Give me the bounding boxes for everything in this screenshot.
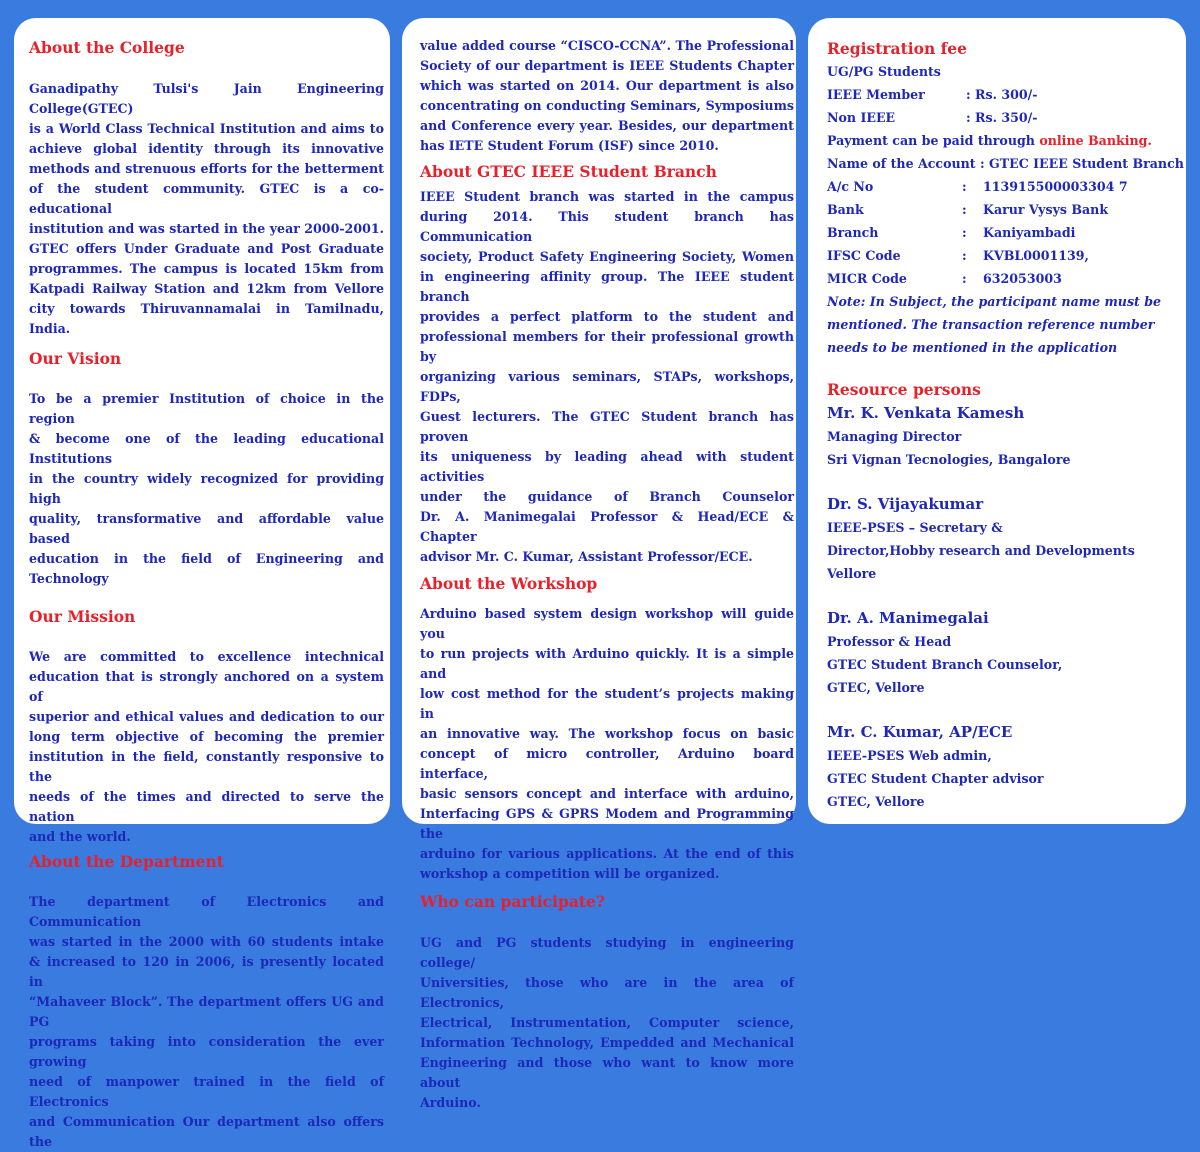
- resources-heading: Resource persons: [827, 380, 981, 399]
- branch-heading: About GTEC IEEE Student Branch: [420, 162, 717, 181]
- middle-panel: [402, 18, 796, 1110]
- fee-label: IEEE Member: [827, 87, 925, 102]
- person-detail: GTEC Student Chapter advisor: [827, 771, 1044, 786]
- text-line: institution in the field, constantly responsive to the: [29, 749, 384, 784]
- text-line: Universities, those who are in the area of Electronics,: [420, 975, 794, 1010]
- bank-colon: :: [962, 202, 967, 217]
- text-line: to run projects with Arduino quickly. It is a simple and: [420, 646, 794, 681]
- registration-subheading: UG/PG Students: [827, 64, 941, 79]
- text-line: Arduino.: [420, 1095, 481, 1110]
- text-line: its uniqueness by leading ahead with student activities: [420, 449, 794, 484]
- text-line: quality, transformative and affordable value based: [29, 511, 384, 546]
- account-name-line: Name of the Account : GTEC IEEE Student Branch: [827, 156, 1184, 171]
- text-line: To be a premier Institution of choice in the region: [29, 391, 384, 426]
- text-line: Interfacing GPS & GPRS Modem and Programming the: [420, 806, 794, 841]
- text-line: is a World Class Technical Institution and aims to: [29, 121, 384, 136]
- text-line: Society of our department is IEEE Students Chapter: [420, 58, 794, 73]
- text-line: provides a perfect platform to the student and: [420, 309, 794, 324]
- bank-colon: :: [962, 248, 967, 263]
- fee-label: Non IEEE: [827, 110, 896, 125]
- text-line: GTEC offers Under Graduate and Post Graduate: [29, 241, 384, 256]
- text-line: We are committed to excellence intechnical: [29, 649, 384, 664]
- person-name: Mr. C. Kumar, AP/ECE: [827, 723, 1013, 741]
- bank-colon: :: [962, 271, 967, 286]
- text-line: value added course “CISCO-CCNA”. The Professional: [420, 38, 794, 53]
- fee-row-ieee: [827, 83, 1176, 106]
- bank-row: [827, 267, 1176, 290]
- text-line: which was started on 2014. Our department is also: [420, 78, 794, 93]
- text-line: professional members for their professional growth by: [420, 329, 794, 364]
- bank-row: [827, 244, 1176, 267]
- registration-heading: Registration fee: [827, 39, 968, 58]
- text-line: in the country widely recognized for providing high: [29, 471, 384, 506]
- text-line: methods and strenuous efforts for the betterment: [29, 161, 384, 176]
- resource-person: [827, 401, 1176, 471]
- bank-row: [827, 175, 1176, 198]
- payment-prefix: Payment can be paid through: [827, 133, 1040, 148]
- person-name: Mr. K. Venkata Kamesh: [827, 404, 1025, 422]
- bank-value: 632053003: [983, 271, 1062, 286]
- text-line: an innovative way. The workshop focus on basic: [420, 726, 794, 741]
- text-line: “Mahaveer Block”. The department offers UG and PG: [29, 994, 384, 1029]
- text-line: Note: In Subject, the participant name must be: [827, 294, 1162, 309]
- text-line: was started in the 2000 with 60 students intake: [29, 934, 384, 949]
- vision-heading: Our Vision: [29, 349, 122, 368]
- fee-row-non-ieee: [827, 106, 1176, 129]
- fee-value: : Rs. 350/-: [966, 110, 1038, 125]
- bank-label: Bank: [827, 202, 864, 217]
- person-detail: Professor & Head: [827, 634, 952, 649]
- resource-person: [827, 606, 1176, 699]
- text-line: concept of micro controller, Arduino board interface,: [420, 746, 794, 781]
- department-text-continued: [420, 36, 794, 156]
- bank-label: Branch: [827, 225, 879, 240]
- person-detail: IEEE-PSES Web admin,: [827, 748, 992, 763]
- person-detail: IEEE-PSES – Secretary &: [827, 520, 1003, 535]
- text-line: mentioned. The transaction reference number: [827, 317, 1155, 332]
- person-detail: Director,Hobby research and Developments: [827, 543, 1135, 558]
- bank-value: KVBL0001139,: [983, 248, 1089, 263]
- text-line: arduino for various applications. At the end of this: [420, 846, 794, 861]
- text-line: workshop a competition will be organized.: [420, 866, 720, 881]
- resource-person: [827, 720, 1176, 813]
- text-line: and the world.: [29, 829, 131, 844]
- resource-persons: [827, 401, 1176, 813]
- bank-value: Kaniyambadi: [983, 225, 1076, 240]
- text-line: The department of Electronics and Communication: [29, 894, 384, 929]
- department-heading: About the Department: [29, 852, 224, 871]
- text-line: advisor Mr. C. Kumar, Assistant Professor/ECE.: [420, 549, 753, 564]
- person-detail: Vellore: [827, 566, 877, 581]
- text-line: long term objective of becoming the premier: [29, 729, 384, 744]
- participate-heading: Who can participate?: [420, 892, 605, 911]
- text-line: education that is strongly anchored on a system of: [29, 669, 384, 704]
- text-line: of the student community. GTEC is a co-educational: [29, 181, 384, 216]
- branch-text: [420, 187, 794, 567]
- text-line: concentrating on conducting Seminars, Symposiums: [420, 98, 794, 113]
- mission-heading: Our Mission: [29, 607, 136, 626]
- department-text: [29, 892, 384, 1152]
- text-line: Information Technology, Empedded and Mechanical: [420, 1035, 794, 1050]
- person-detail: GTEC Student Branch Counselor,: [827, 657, 1063, 672]
- text-line: society, Product Safety Engineering Society, Women: [420, 249, 794, 264]
- text-line: IEEE Student branch was started in the campus: [420, 189, 794, 204]
- text-line: superior and ethical values and dedication to our: [29, 709, 384, 724]
- bank-colon: :: [962, 179, 967, 194]
- text-line: Guest lecturers. The GTEC Student branch has proven: [420, 409, 794, 444]
- text-line: programs taking into consideration the ever growing: [29, 1034, 384, 1069]
- bank-label: MICR Code: [827, 271, 907, 286]
- text-line: programmes. The campus is located 15km from: [29, 261, 384, 276]
- person-detail: Sri Vignan Tecnologies, Bangalore: [827, 452, 1071, 467]
- text-line: Dr. A. Manimegalai Professor & Head/ECE & Chapter: [420, 509, 794, 544]
- bank-label: A/c No: [827, 179, 874, 194]
- text-line: Arduino based system design workshop will guide you: [420, 606, 794, 641]
- person-name: Dr. S. Vijayakumar: [827, 495, 984, 513]
- person-detail: Managing Director: [827, 429, 962, 444]
- person-detail: GTEC, Vellore: [827, 794, 925, 809]
- text-line: basic sensors concept and interface with arduino,: [420, 786, 794, 801]
- text-line: institution and was started in the year 2000-2001.: [29, 221, 384, 236]
- bank-details: [827, 175, 1176, 290]
- bank-colon: :: [962, 225, 967, 240]
- bank-value: Karur Vysys Bank: [983, 202, 1109, 217]
- text-line: Engineering and those who want to know more about: [420, 1055, 794, 1090]
- text-line: city towards Thiruvannamalai in Tamilnadu, India.: [29, 301, 384, 336]
- text-line: during 2014. This student branch has Communication: [420, 209, 794, 244]
- bank-row: [827, 198, 1176, 221]
- text-line: and Conference every year. Besides, our department: [420, 118, 794, 133]
- right-panel: [808, 18, 1186, 824]
- payment-note: [827, 290, 1176, 359]
- text-line: in engineering affinity group. The IEEE student branch: [420, 269, 794, 304]
- text-line: low cost method for the student’s projects making in: [420, 686, 794, 721]
- participate-text: [420, 933, 794, 1113]
- text-line: Electrical, Instrumentation, Computer science,: [420, 1015, 794, 1030]
- text-line: UG and PG students studying in engineering college/: [420, 935, 794, 970]
- left-panel: [14, 18, 390, 1149]
- text-line: has IETE Student Forum (ISF) since 2010.: [420, 138, 719, 153]
- text-line: education in the field of Engineering and Technology: [29, 551, 384, 586]
- text-line: needs to be mentioned in the application: [827, 340, 1118, 355]
- text-line: Ganadipathy Tulsi's Jain Engineering College(GTEC): [29, 81, 384, 116]
- payment-mode: online Banking.: [1039, 133, 1152, 148]
- text-line: need of manpower trained in the field of Electronics: [29, 1074, 384, 1109]
- bank-value: 113915500003304 7: [983, 179, 1128, 194]
- college-heading: About the College: [29, 38, 185, 57]
- payment-line: [827, 129, 1176, 152]
- workshop-text: [420, 604, 794, 884]
- fee-value: : Rs. 300/-: [966, 87, 1038, 102]
- text-line: organizing various seminars, STAPs, workshops, FDPs,: [420, 369, 794, 404]
- text-line: under the guidance of Branch Counselor: [420, 489, 794, 504]
- bank-row: [827, 221, 1176, 244]
- text-line: & become one of the leading educational Institutions: [29, 431, 384, 466]
- workshop-heading: About the Workshop: [420, 574, 598, 593]
- text-line: needs of the times and directed to serve the nation: [29, 789, 384, 824]
- bank-label: IFSC Code: [827, 248, 901, 263]
- text-line: achieve global identity through its innovative: [29, 141, 384, 156]
- text-line: & increased to 120 in 2006, is presently located in: [29, 954, 384, 989]
- college-text: [29, 79, 384, 339]
- person-name: Dr. A. Manimegalai: [827, 609, 989, 627]
- vision-text: [29, 389, 384, 589]
- mission-text: [29, 647, 384, 847]
- person-detail: GTEC, Vellore: [827, 680, 925, 695]
- resource-person: [827, 492, 1176, 585]
- text-line: Katpadi Railway Station and 12km from Vellore: [29, 281, 384, 296]
- text-line: and Communication Our department also offers the: [29, 1114, 384, 1149]
